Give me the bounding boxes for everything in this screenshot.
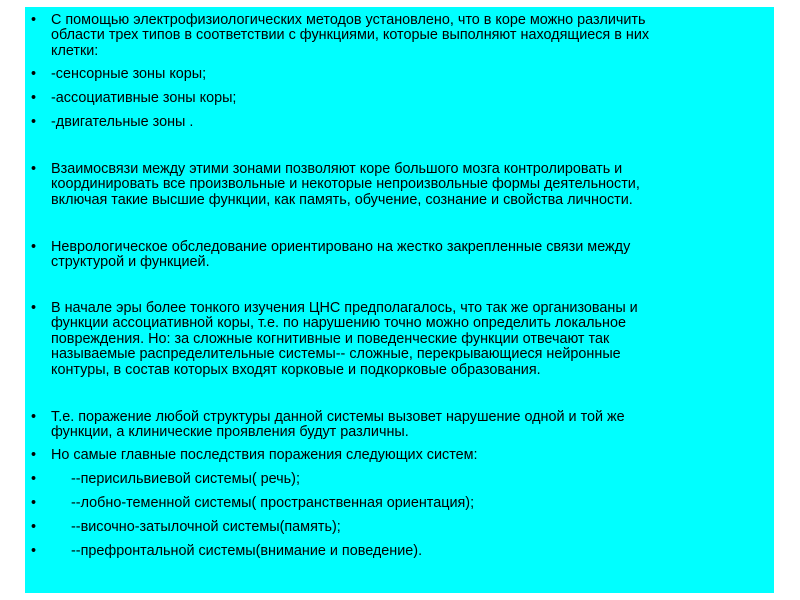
bullet-dot-icon: • [31, 495, 37, 511]
bullet-line: называемые распределительные системы-- сложные, перекрывающиеся нейронные [51, 346, 621, 363]
bullet-line: --височно-затылочной системы(память); [51, 519, 341, 535]
bullet-dot-icon: • [31, 471, 37, 487]
bullet-line: Взаимосвязи между этими зонами позволяют коре большого мозга контролировать и [51, 161, 623, 177]
bullet-line: функции ассоциативной коры, т.е. по нарушению точно можно определить локальное [51, 315, 626, 332]
bullet-text [51, 448, 751, 463]
bullet-line: В начале эры более тонкого изучения ЦНС предполагалось, что так же организованы и [51, 300, 638, 316]
bullet-text [51, 115, 751, 130]
bullet-line: С помощью электрофизиологических методов установлено, что в коре можно различить [51, 12, 646, 28]
bullet-text [51, 301, 751, 378]
bullet-text [51, 91, 751, 106]
bullet-line: области трех типов в соответствии с функциями, которые выполняют находящиеся в них [51, 27, 650, 44]
bullet-dot-icon: • [31, 90, 37, 106]
bullet-line: Но самые главные последствия поражения следующих систем: [51, 447, 478, 463]
bullet-line: включая такие высшие функции, как память, обучение, сознание и свойства личности. [51, 191, 633, 208]
bullet-dot-icon: • [31, 239, 37, 255]
bullet-line: координировать все произвольные и некоторые непроизвольные формы деятельности, [51, 176, 640, 193]
bullet-dot-icon: • [31, 543, 37, 559]
bullet-dot-icon: • [31, 66, 37, 82]
bullet-text [51, 240, 751, 271]
bullet-dot-icon: • [31, 409, 37, 425]
bullet-text [51, 67, 751, 82]
bullet-dot-icon: • [31, 300, 37, 316]
bullet-line: --префронтальной системы(внимание и поведение). [51, 543, 423, 559]
bullet-line: -ассоциативные зоны коры; [51, 90, 237, 106]
bullet-dot-icon: • [31, 114, 37, 130]
bullet-dot-icon: • [31, 447, 37, 463]
bullet-line: --лобно-теменной системы( пространственная ориентация); [51, 495, 475, 511]
bullet-line: структурой и функцией. [51, 254, 210, 271]
bullet-dot-icon: • [31, 12, 37, 28]
bullet-text [51, 162, 751, 208]
bullet-line: --перисильвиевой системы( речь); [51, 471, 300, 487]
bullet-text [51, 544, 751, 559]
bullet-text [51, 13, 751, 59]
bullet-line: Неврологическое обследование ориентировано на жестко закрепленные связи между [51, 239, 631, 255]
bullet-line: клетки: [51, 42, 99, 59]
bullet-line: -сенсорные зоны коры; [51, 66, 207, 82]
bullet-dot-icon: • [31, 519, 37, 535]
bullet-text [51, 520, 751, 535]
bullet-line: контуры, в состав которых входят корковые и подкорковые образования. [51, 361, 541, 378]
slide-content-panel [25, 7, 774, 593]
bullet-text [51, 472, 751, 487]
bullet-line: -двигательные зоны . [51, 114, 194, 130]
bullet-text [51, 496, 751, 511]
bullet-dot-icon: • [31, 161, 37, 177]
bullet-line: функции, а клинические проявления будут различны. [51, 424, 409, 441]
bullet-line: Т.е. поражение любой структуры данной системы вызовет нарушение одной и той же [51, 409, 625, 425]
bullet-text [51, 410, 751, 441]
bullet-line: повреждения. Но: за сложные когнитивные и поведенческие функции отвечают так [51, 330, 610, 347]
